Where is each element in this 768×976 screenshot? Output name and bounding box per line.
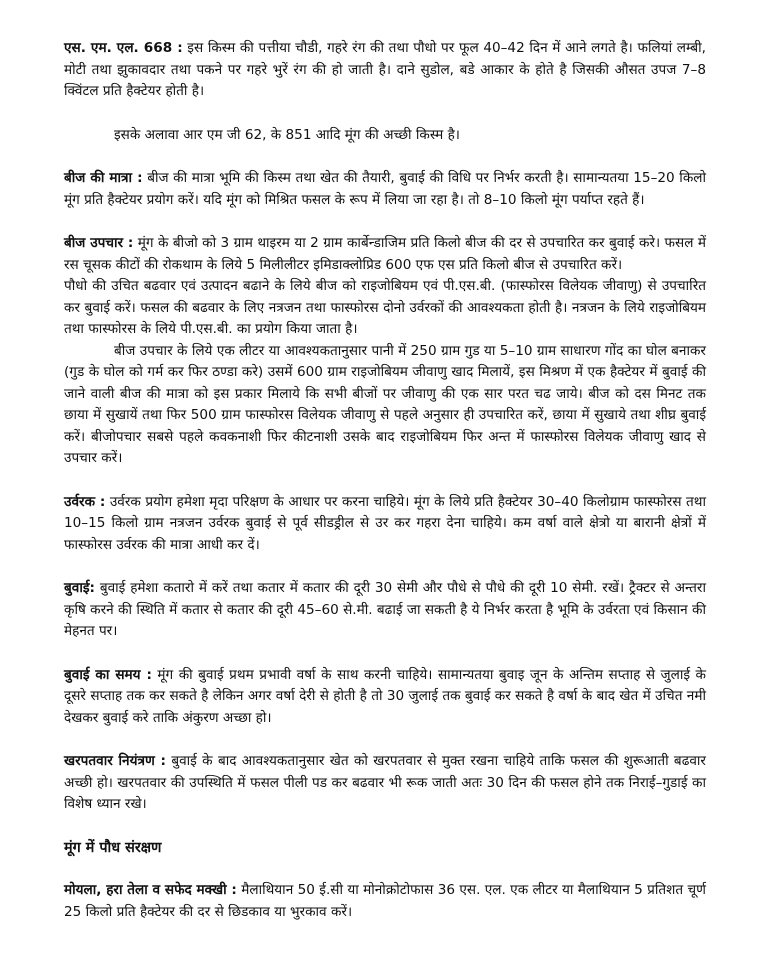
sowing-text: बुवाई हमेशा कतारो में करें तथा कतार में कतार की दूरी 30 सेमी और पौधे से पौधे की दूरी 10 सेमी. रखें। ट्रैक्टर से अन्तरा कृषि करने की स्थिति में कतार से कतार की दूरी 45–60 से.मी. बढाई जा सकती है ये निर्भर करता है भूमि के उर्वरता एवं किसान की मेहनत पर। — [64, 580, 706, 639]
sowing-heading: बुवाई: — [64, 580, 95, 596]
fertilizer-text: उर्वरक प्रयोग हमेशा मृदा परिक्षण के आधार पर करना चाहिये। मूंग के लिये प्रति हैक्टेयर 30–40 किलोग्राम फास्फोरस तथा 10–15 किलो ग्राम नत्रजन उर्वरक बुवाई से पूर्व सीडड्रील से उर कर गहरा देना चाहिये। कम वर्षा वाले क्षेत्रो या बारानी क्षेत्रों में फास्फोरस उर्वरक की मात्रा आधी कर दें। — [64, 493, 706, 553]
seed-quantity-heading: बीज की मात्रा : — [64, 170, 143, 186]
pest-control-heading: मोयला, हरा तेला व सफेद मक्खी : — [64, 882, 237, 898]
seed-treatment-method-paragraph: बीज उपचार के लिये एक लीटर या आवश्यकतानुसार पानी में 250 ग्राम गुड या 5–10 ग्राम साधारण गोंद का घोल बनाकर (गुड के घोल को गर्म कर फिर ठण्डा करे) उसमें 600 ग्राम राइजोबियम जीवाणु खाद मिलायें, इस मिश्रण में एक हैक्टेयर में बुवाई की जाने वाली बीज की मात्रा को इस प्रकार मिलाये कि सभी बीजों पर जीवाणु की एक सार परत चढ जाये। बीज को दस मिनट तक छाया में सुखायें तथा फिर 500 ग्राम फास्फोरस विलेयक जीवाणु से पहले अनुसार ही उपचारित करें, छाया में सुखाये तथा शीघ्र बुवाई करें। बीजोपचार सबसे पहले कवकनाशी फिर कीटनाशी उसके बाद राइजोबियम फिर अन्त में फास्फोरस विलेयक जीवाणु खाद से उपचार करें। — [64, 342, 706, 466]
seed-treatment-heading: बीज उपचार : — [64, 235, 134, 251]
other-varieties-paragraph: इसके अलावा आर एम जी 62, के 851 आदि मूंग की अच्छी किस्म है। — [114, 126, 460, 143]
seed-quantity-text: बीज की मात्रा भूमि की किस्म तथा खेत की तैयारी, बुवाई की विधि पर निर्भर करती है। सामान्यतया 15–20 किलो मूंग प्रति हैक्टेयर प्रयोग करें। यदि मूंग को मिश्रित फसल के रूप में लिया जा रहा है। तो 8–10 किलो मूंग पर्याप्त रहते हैं। — [64, 170, 706, 208]
sowing-time-heading: बुवाई का समय : — [64, 666, 152, 683]
seed-quantity-paragraph — [64, 168, 706, 211]
sowing-time-text: मूंग की बुवाई प्रथम प्रभावी वर्षा के साथ करनी चाहिये। सामान्यतया बुवाइ जून के अन्तिम सप्ताह से जुलाई के दूसरे सप्ताह तक कर सकते है लेकिन अगर वर्षा देरी से होती है तो 30 जुलाई तक बुवाई कर सकते है वर्षा के बाद खेत में उचित नमी देखकर बुवाई करे ताकि अंकुरण अच्छा हो। — [64, 666, 706, 726]
weed-control-heading: खरपतवार नियंत्रण : — [64, 753, 166, 769]
variety-text: इस किस्म की पत्तीया चौडी, गहरे रंग की तथा पौधो पर फूल 40–42 दिन में आने लगते है। फलियां लम्बी, मोटी तथा झुकावदार तथा पकने पर गहरे भुरें रंग की हो जाती है। दाने सुडोल, बडे आकार के होते है जिसकी औसत उपज 7–8 क्विंटल प्रति हैक्टेयर होती है। — [64, 40, 706, 99]
variety-heading: एस. एम. एल. 668 : — [64, 40, 183, 56]
weed-control-paragraph — [64, 751, 706, 816]
variety-sml-668-paragraph — [64, 38, 706, 103]
sowing-paragraph — [64, 578, 706, 643]
seed-treatment-paragraph — [64, 233, 706, 276]
fertilizer-paragraph — [64, 492, 706, 557]
rhizobium-paragraph: पौधो की उचित बढवार एवं उत्पादन बढाने के लिये बीज को राइजोबियम एवं पी.एस.बी. (फास्फोरस विलेयक जीवाणु) से उपचारित कर बुवाई करें। फसल की बढवार के लिए नत्रजन तथा फास्फोरस दोनो उर्वरकों की आवश्यकता होती है। नत्रजन के लिये राइजोबियम तथा फास्फोरस के लिये पी.एस.बी. का प्रयोग किया जाता है। — [64, 278, 706, 337]
seed-treatment-text: मूंग के बीजो को 3 ग्राम थाइरम या 2 ग्राम कार्बेन्डाजिम प्रति किलो बीज की दर से उपचारित कर बुवाई करे। फसल में रस चूसक कीटों की रोकथाम के लिये 5 मिलीलीटर इमिडाक्लोप्रिड 600 एफ एस प्रति किलो बीज से उपचारित करें। — [64, 235, 706, 273]
pest-control-text: मैलाथियान 50 ई.सी या मोनोक्रोटोफास 36 एस. एल. एक लीटर या मैलाथियान 5 प्रतिशत चूर्ण 25 किलो प्रति हैक्टेयर की दर से छिडकाव या भुरकाव करें। — [64, 882, 706, 920]
weed-control-text: बुवाई के बाद आवश्यकतानुसार खेत को खरपतवार से मुक्त रखना चाहिये ताकि फसल की शुरूआती बढवार अच्छी हो। खरपतवार की उपस्थिति में फसल पीली पड कर बढवार भी रूक जाती अतः 30 दिन की फसल होने तक निराई–गुडाई का विशेष ध्यान रखे। — [64, 753, 706, 812]
plant-protection-section-title: मूंग में पौध संरक्षण — [64, 839, 162, 856]
fertilizer-heading: उर्वरक : — [64, 493, 106, 510]
sowing-time-paragraph — [64, 665, 706, 730]
pest-control-paragraph — [64, 880, 706, 923]
